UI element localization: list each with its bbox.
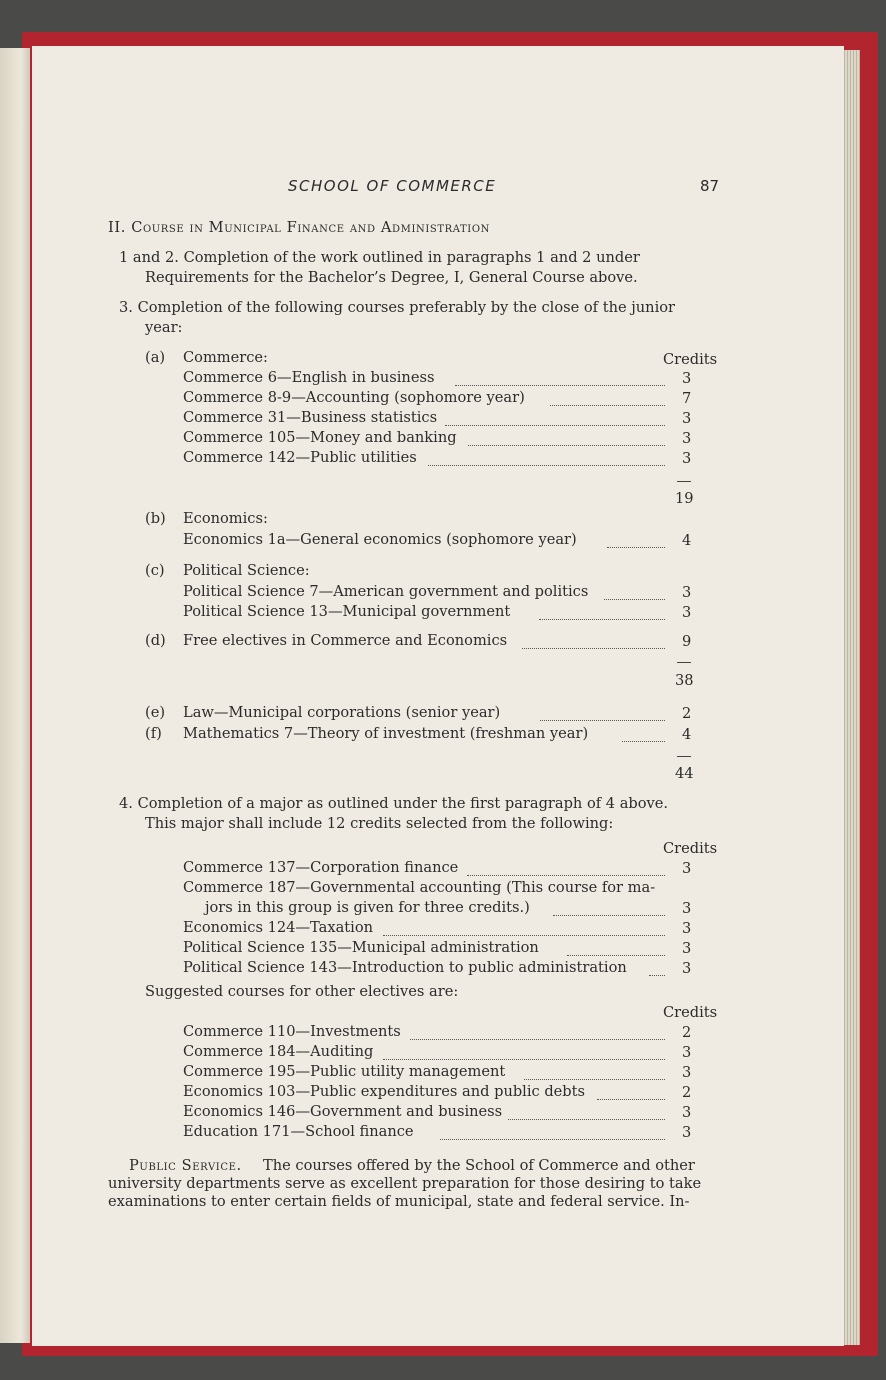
group-b-label: (b) [145, 510, 166, 527]
course-name: Commerce 137—Corporation finance [183, 859, 459, 876]
course-name: Commerce 8-9—Accounting (sophomore year) [183, 389, 525, 406]
course-name: Economics 103—Public expenditures and public debts [183, 1083, 586, 1100]
course-name: Commerce 110—Investments [183, 1023, 401, 1040]
item-4-line1: 4. Completion of a major as outlined under the first paragraph of 4 above. [119, 795, 669, 812]
course-credits: 4 [682, 532, 692, 549]
course-name: Mathematics 7—Theory of investment (freshman year) [183, 725, 589, 742]
item-3-line2: year: [145, 319, 183, 336]
course-credits: 3 [682, 900, 692, 917]
group-c-heading: Political Science: [183, 562, 310, 579]
book-page [32, 46, 844, 1346]
course-name: Economics 124—Taxation [183, 919, 374, 936]
sum-rule [677, 481, 691, 482]
suggested-heading: Suggested courses for other electives are: [145, 983, 459, 1000]
dot-leader [522, 636, 665, 649]
course-name: Commerce 184—Auditing [183, 1043, 374, 1060]
dot-leader [567, 943, 665, 956]
public-service-line3: examinations to enter certain fields of municipal, state and federal service. In- [108, 1193, 690, 1210]
credits-header: Credits [663, 1004, 718, 1021]
left-page-edge [0, 48, 30, 1343]
group-c-label: (c) [145, 562, 165, 579]
course-credits: 7 [682, 390, 692, 407]
page-number: 87 [700, 177, 720, 195]
course-name-continued: jors in this group is given for three credits.) [205, 899, 530, 916]
course-name: Law—Municipal corporations (senior year) [183, 704, 501, 721]
course-credits: 3 [682, 370, 692, 387]
course-credits: 3 [682, 960, 692, 977]
course-name: Political Science 135—Municipal administration [183, 939, 539, 956]
course-name: Commerce 6—English in business [183, 369, 435, 386]
group-e-label: (e) [145, 704, 166, 721]
section-heading: II. Course in Municipal Finance and Administration [108, 219, 490, 236]
dot-leader [410, 1027, 665, 1040]
sum-rule [677, 756, 691, 757]
course-credits: 3 [682, 1044, 692, 1061]
course-credits: 2 [682, 705, 692, 722]
dot-leader [553, 903, 665, 916]
course-credits: 3 [682, 450, 692, 467]
group-d-label: (d) [145, 632, 166, 649]
course-name: Commerce 31—Business statistics [183, 409, 438, 426]
dot-leader [468, 433, 665, 446]
group-a-label: (a) [145, 349, 166, 366]
dot-leader [597, 1087, 665, 1100]
dot-leader [440, 1127, 665, 1140]
course-credits: 2 [682, 1084, 692, 1101]
group-b-heading: Economics: [183, 510, 268, 527]
course-credits: 3 [682, 1124, 692, 1141]
total: 44 [675, 765, 694, 782]
running-head-title: SCHOOL OF COMMERCE [288, 177, 497, 195]
course-credits: 3 [682, 1104, 692, 1121]
item-1-2-line2: Requirements for the Bachelor’s Degree, I, General Course above. [145, 269, 638, 286]
dot-leader [445, 413, 665, 426]
dot-leader [455, 373, 665, 386]
course-credits: 3 [682, 940, 692, 957]
course-credits: 3 [682, 430, 692, 447]
subtotal: 38 [675, 672, 694, 689]
course-name: Commerce 187—Governmental accounting (This course for ma- [183, 879, 656, 896]
dot-leader [383, 923, 665, 936]
course-credits: 4 [682, 726, 692, 743]
item-4-line2: This major shall include 12 credits selected from the following: [145, 815, 614, 832]
sum-rule [677, 662, 691, 663]
course-name: Commerce 105—Money and banking [183, 429, 457, 446]
course-credits: 3 [682, 604, 692, 621]
group-a-heading: Commerce: [183, 349, 268, 366]
dot-leader [550, 393, 665, 406]
course-credits: 3 [682, 410, 692, 427]
course-credits: 2 [682, 1024, 692, 1041]
course-name: Economics 146—Government and business [183, 1103, 503, 1120]
dot-leader [540, 708, 665, 721]
dot-leader [622, 729, 665, 742]
credits-header: Credits [663, 351, 718, 368]
course-name: Political Science 7—American government and politics [183, 583, 589, 600]
course-credits: 3 [682, 920, 692, 937]
course-name: Economics 1a—General economics (sophomore year) [183, 531, 577, 548]
public-service-line1: The courses offered by the School of Commerce and other [263, 1157, 695, 1174]
course-credits: 3 [682, 584, 692, 601]
dot-leader [539, 607, 665, 620]
dot-leader [467, 863, 665, 876]
public-service-heading: Public Service. [129, 1157, 242, 1174]
dot-leader [428, 453, 665, 466]
item-1-2-line1: 1 and 2. Completion of the work outlined in paragraphs 1 and 2 under [119, 249, 640, 266]
course-name: Commerce 142—Public utilities [183, 449, 417, 466]
group-f-label: (f) [145, 725, 162, 742]
item-3-line1: 3. Completion of the following courses preferably by the close of the junior [119, 299, 675, 316]
dot-leader [604, 587, 665, 600]
course-credits: 3 [682, 1064, 692, 1081]
dot-leader [508, 1107, 665, 1120]
dot-leader [649, 963, 665, 976]
course-name: Education 171—School finance [183, 1123, 414, 1140]
dot-leader [383, 1047, 665, 1060]
course-credits: 9 [682, 633, 692, 650]
course-name: Political Science 13—Municipal government [183, 603, 511, 620]
public-service-line2: university departments serve as excellent preparation for those desiring to take [108, 1175, 702, 1192]
course-name: Political Science 143—Introduction to public administration [183, 959, 627, 976]
dot-leader [607, 535, 665, 548]
credits-header: Credits [663, 840, 718, 857]
dot-leader [524, 1067, 665, 1080]
course-name: Free electives in Commerce and Economics [183, 632, 508, 649]
course-credits: 3 [682, 860, 692, 877]
course-name: Commerce 195—Public utility management [183, 1063, 506, 1080]
subtotal: 19 [675, 490, 694, 507]
